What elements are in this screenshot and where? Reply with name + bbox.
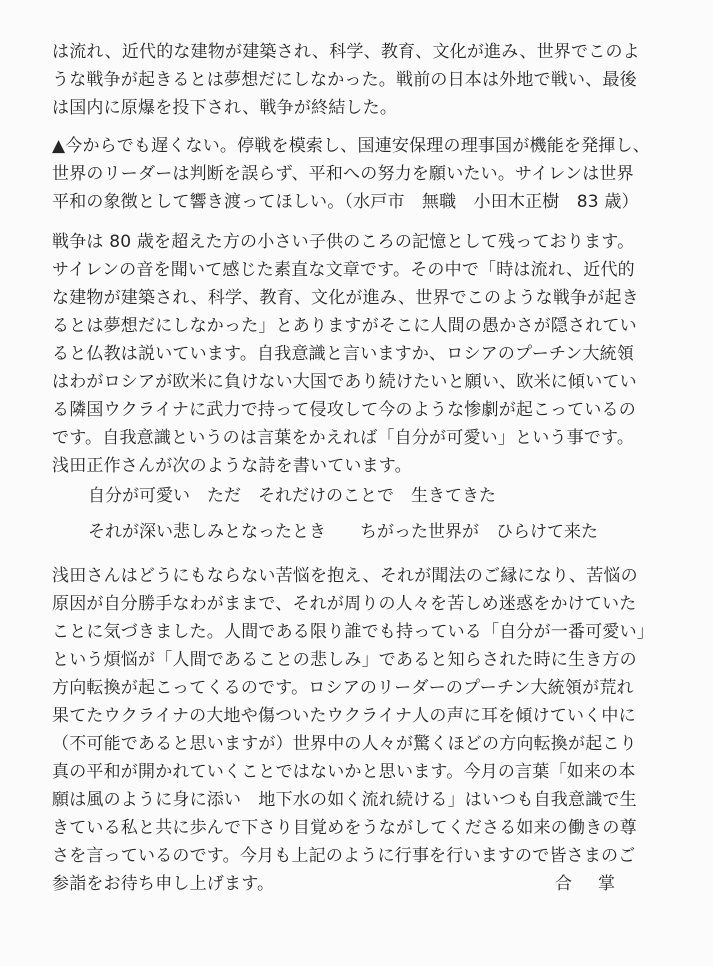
text-line: さを言っているのです。今月も上記のように行事を行いますので皆さまのご [52,846,636,866]
text-line: 願は風のように身に添い 地下水の如く流れ続ける」はいつも自我意識で生 [52,790,637,810]
text-line: 果てたウクライナの大地や傷ついたウクライナ人の声に耳を傾けていく中に [52,706,636,726]
text-line: るとは夢想だにしなかった」とありますがそこに人間の愚かさが隠されてい [52,316,637,336]
poem-line-2: それが深い悲しみとなったとき ちがった世界が ひらけて来た [88,522,598,542]
text-line: 方向転換が起こってくるのです。ロシアのリーダーのプーチン大統領が荒れ [52,678,634,698]
text-line: 浅田正作さんが次のような詩を書いています。 [52,456,412,476]
text-line: 参詣をお待ち申し上げます。 [52,874,275,894]
paragraph-5-closing [52,562,672,898]
text-line: はわがロシアが欧米に負けない大国であり続けたいと願い、欧米に傾いてい [52,372,637,392]
poem-line-1: 自分が可愛い ただ それだけのことで 生きてきた [88,486,496,506]
text-line: （不可能であると思いますが）世界中の人々が驚くほどの方向転換が起こり [52,734,637,754]
paragraph-2-quote [52,132,672,216]
paragraph-3-commentary [52,228,672,480]
signature-gassho: 合掌 [555,874,641,894]
text-line: る隣国ウクライナに武力で持って侵攻して今のような惨劇が起こっているの [52,400,636,420]
text-line: きている私と共に歩んで下さり目覚めをうながしてくださる如来の働きの尊 [52,818,637,838]
text-line: サイレンの音を聞いて感じた素直な文章です。その中で「時は流れ、近代的 [52,260,635,280]
text-line: 平和の象徴として響き渡ってほしい。（水戸市 無職 小田木正樹 83 歳） [52,192,639,212]
text-line: という煩悩が「人間であることの悲しみ」であると知らされた時に生き方の [52,650,637,670]
text-line: は流れ、近代的な建物が建築され、科学、教育、文化が進み、世界でこのよ [52,42,640,62]
text-line: 世界のリーダーは判断を誤らず、平和への努力を願いたい。サイレンは世界 [52,164,634,184]
text-line: な建物が建築され、科学、教育、文化が進み、世界でこのような戦争が起き [52,288,639,308]
text-line: です。自我意識というのは言葉をかえれば「自分が可愛い」という事です。 [52,428,635,448]
text-line: ことに気づきました。人間である限り誰でも持っている「自分が一番可愛い」 [52,622,654,642]
text-line: 真の平和が開かれていくことではないかと思います。今月の言葉「如来の本 [52,762,636,782]
text-line: ▲今からでも遅くない。停戦を模索し、国連安保理の理事国が機能を発揮し、 [52,136,650,156]
paragraph-1 [52,38,672,122]
text-line: うな戦争が起きるとは夢想だにしなかった。戦前の日本は外地で戦い、最後 [52,70,637,90]
text-line: 戦争は 80 歳を超えた方の小さい子供のころの記憶として残っております。 [52,232,635,252]
text-line: 浅田さんはどうにもならない苦悩を抱え、それが聞法のご縁になり、苦悩の [52,566,638,586]
text-line: ると仏教は説いています。自我意識と言いますか、ロシアのプーチン大統領 [52,344,635,364]
text-line: は国内に原爆を投下され、戦争が終結した。 [52,98,398,118]
text-line: 原因が自分勝手なわがままで、それが周りの人々を苦しめ迷惑をかけていた [52,594,637,614]
